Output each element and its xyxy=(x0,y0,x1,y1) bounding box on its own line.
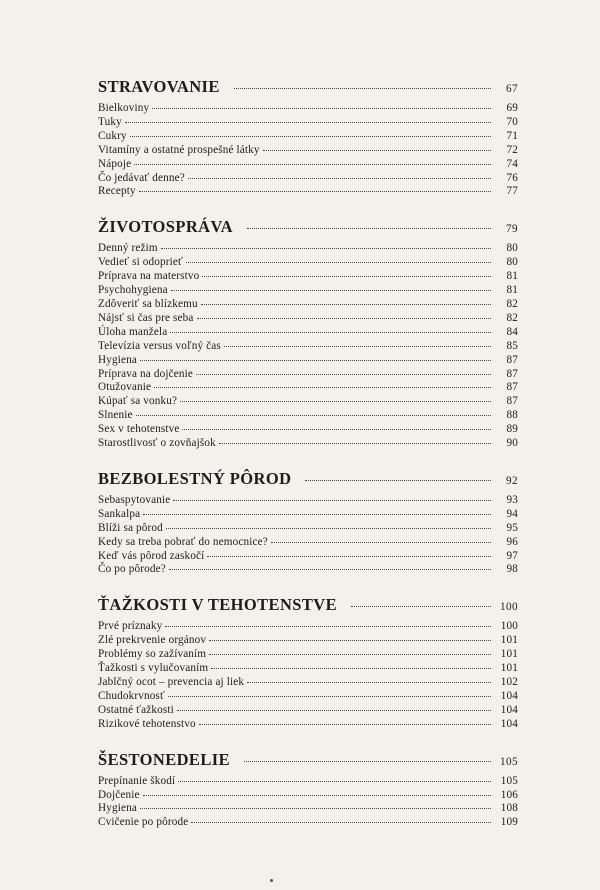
entry-page-number: 70 xyxy=(506,115,518,128)
entry-label: Chudokrvnosť xyxy=(98,689,165,702)
dot-leader xyxy=(152,108,491,109)
toc-section xyxy=(98,749,518,831)
entry-label: Zlé prekrvenie orgánov xyxy=(98,634,207,647)
dot-leader xyxy=(305,480,491,481)
section-page-number: 67 xyxy=(506,83,518,95)
entry-label: Psychohygiena xyxy=(98,284,168,297)
entry-page-number: 96 xyxy=(506,535,518,548)
entry-page-number: 97 xyxy=(506,549,518,562)
entry-page-number: 85 xyxy=(506,339,518,352)
toc-section xyxy=(98,468,518,577)
toc-entry xyxy=(98,185,518,199)
dot-leader xyxy=(263,150,491,151)
toc-entry xyxy=(98,354,518,368)
entry-label: Hygiena xyxy=(98,802,137,815)
dot-leader xyxy=(180,401,491,402)
entry-page-number: 87 xyxy=(506,395,518,408)
entry-page-number: 87 xyxy=(506,353,518,366)
entry-page-number: 88 xyxy=(506,409,518,422)
toc-section xyxy=(98,76,518,199)
toc-entry xyxy=(98,326,518,340)
toc-entry xyxy=(98,437,518,451)
entry-page-number: 87 xyxy=(506,381,518,394)
toc-entry xyxy=(98,563,518,577)
section-heading xyxy=(98,468,518,492)
toc-entry xyxy=(98,704,518,718)
entry-label: Ostatné ťažkosti xyxy=(98,703,174,716)
section-heading xyxy=(98,76,518,100)
entry-page-number: 80 xyxy=(506,256,518,269)
toc-entry xyxy=(98,494,518,508)
entry-page-number: 102 xyxy=(500,676,518,688)
entry-label: Ťažkosti s vylučovaním xyxy=(98,662,209,675)
entry-page-number: 72 xyxy=(506,143,518,156)
entry-label: Nápoje xyxy=(98,157,132,170)
dot-leader xyxy=(186,262,491,263)
dot-leader xyxy=(197,318,491,319)
entry-label: Príprava na dojčenie xyxy=(98,367,193,380)
entry-page-number: 104 xyxy=(500,689,518,702)
dot-leader xyxy=(209,640,491,641)
entry-page-number: 76 xyxy=(506,171,518,184)
dot-leader xyxy=(209,654,491,655)
dot-leader xyxy=(182,429,491,430)
table-of-contents xyxy=(98,76,518,847)
entry-page-number: 108 xyxy=(500,802,518,815)
dot-leader xyxy=(271,542,491,543)
toc-entry xyxy=(98,395,518,409)
toc-entry xyxy=(98,522,518,536)
dot-leader xyxy=(191,822,491,823)
entry-label: Rizikové tehotenstvo xyxy=(98,717,196,730)
toc-entry xyxy=(98,775,518,789)
entry-label: Zdôveriť sa blízkemu xyxy=(98,297,198,310)
entry-label: Vedieť si odoprieť xyxy=(98,256,183,269)
entry-label: Kúpať sa vonku? xyxy=(98,395,178,408)
entry-label: Vitamíny a ostatné prospešné látky xyxy=(98,143,260,156)
section-title: BEZBOLESTNÝ PÔROD xyxy=(98,468,292,488)
entry-label: Otužovanie xyxy=(98,381,152,394)
dot-leader xyxy=(202,276,491,277)
entry-label: Tuky xyxy=(98,115,122,128)
dot-leader xyxy=(143,514,491,515)
dot-leader xyxy=(139,191,491,192)
entry-label: Keď vás pôrod zaskočí xyxy=(98,549,205,562)
dot-leader xyxy=(178,781,491,782)
dot-leader xyxy=(224,346,491,347)
entry-page-number: 93 xyxy=(506,493,518,506)
dot-leader xyxy=(170,332,491,333)
toc-entry xyxy=(98,409,518,423)
dot-leader xyxy=(247,228,491,229)
dot-leader xyxy=(130,136,491,137)
toc-entry xyxy=(98,423,518,437)
entry-label: Sex v tehotenstve xyxy=(98,423,180,436)
toc-entry xyxy=(98,102,518,116)
toc-entry xyxy=(98,718,518,732)
dot-leader xyxy=(125,122,491,123)
section-title: ŠESTONEDELIE xyxy=(98,749,230,769)
dot-leader xyxy=(169,569,491,570)
section-page-number: 92 xyxy=(506,474,518,487)
toc-entry xyxy=(98,648,518,662)
entry-page-number: 101 xyxy=(500,634,518,647)
dot-leader xyxy=(171,290,491,291)
dot-leader xyxy=(168,696,491,697)
toc-entry xyxy=(98,381,518,395)
dot-leader xyxy=(201,304,491,305)
toc-entry xyxy=(98,284,518,298)
toc-entry xyxy=(98,116,518,130)
entry-label: Prvé príznaky xyxy=(98,620,163,633)
entry-label: Problémy so zažívaním xyxy=(98,648,207,661)
entry-page-number: 101 xyxy=(500,648,518,661)
dot-leader xyxy=(219,443,491,444)
dot-leader xyxy=(188,178,491,179)
dot-leader xyxy=(234,88,491,89)
entry-page-number: 89 xyxy=(506,423,518,436)
toc-entry xyxy=(98,368,518,382)
toc-entry xyxy=(98,676,518,690)
dot-leader xyxy=(199,724,491,725)
entry-label: Nájsť si čas pre seba xyxy=(98,311,194,324)
toc-section xyxy=(98,216,518,451)
toc-entry xyxy=(98,270,518,284)
entry-page-number: 100 xyxy=(500,620,518,633)
section-title: STRAVOVANIE xyxy=(98,77,220,96)
dot-leader xyxy=(207,556,491,557)
page-speck xyxy=(270,879,273,882)
toc-entry xyxy=(98,620,518,634)
dot-leader xyxy=(351,606,491,607)
entry-page-number: 106 xyxy=(500,788,518,801)
section-title: ŽIVOTOSPRÁVA xyxy=(98,217,233,237)
entry-page-number: 87 xyxy=(506,367,518,380)
entry-label: Kedy sa treba pobrať do nemocnice? xyxy=(98,535,268,548)
dot-leader xyxy=(140,808,491,809)
entry-page-number: 98 xyxy=(506,563,518,576)
entry-label: Sebaspytovanie xyxy=(98,493,171,506)
entry-label: Cukry xyxy=(98,129,127,142)
section-title: ŤAŽKOSTI V TEHOTENSTVE xyxy=(98,595,337,615)
entry-page-number: 94 xyxy=(506,507,518,520)
toc-entry xyxy=(98,298,518,312)
entry-page-number: 69 xyxy=(506,102,518,114)
dot-leader xyxy=(143,795,491,796)
section-heading xyxy=(98,216,518,240)
entry-page-number: 104 xyxy=(500,703,518,716)
toc-entry xyxy=(98,130,518,144)
entry-label: Sankalpa xyxy=(98,507,141,520)
entry-label: Prepínanie škodí xyxy=(98,774,176,787)
dot-leader xyxy=(166,528,491,529)
toc-entry xyxy=(98,172,518,186)
entry-page-number: 71 xyxy=(506,129,518,142)
entry-label: Dojčenie xyxy=(98,788,140,801)
dot-leader xyxy=(211,668,491,669)
toc-entry xyxy=(98,662,518,676)
dot-leader xyxy=(161,248,491,249)
dot-leader xyxy=(140,360,491,361)
toc-entry xyxy=(98,789,518,803)
toc-entry xyxy=(98,536,518,550)
entry-label: Televízia versus voľný čas xyxy=(98,339,221,352)
toc-section xyxy=(98,594,518,731)
dot-leader xyxy=(177,710,491,711)
entry-label: Blíži sa pôrod xyxy=(98,521,163,534)
dot-leader xyxy=(247,682,491,683)
entry-page-number: 90 xyxy=(506,437,518,450)
entry-page-number: 109 xyxy=(500,816,518,829)
entry-label: Bielkoviny xyxy=(98,102,150,114)
entry-page-number: 104 xyxy=(500,717,518,730)
entry-page-number: 80 xyxy=(506,242,518,255)
section-heading xyxy=(98,749,518,773)
entry-page-number: 84 xyxy=(506,325,518,338)
toc-entry xyxy=(98,340,518,354)
entry-label: Čo po pôrode? xyxy=(98,563,166,576)
dot-leader xyxy=(136,415,491,416)
entry-label: Hygiena xyxy=(98,353,137,366)
section-heading xyxy=(98,594,518,618)
entry-page-number: 81 xyxy=(506,270,518,283)
dot-leader xyxy=(154,387,491,388)
entry-page-number: 82 xyxy=(506,311,518,324)
toc-entry xyxy=(98,242,518,256)
entry-label: Slnenie xyxy=(98,409,133,422)
toc-entry xyxy=(98,508,518,522)
toc-entry xyxy=(98,144,518,158)
entry-page-number: 81 xyxy=(506,284,518,297)
entry-page-number: 77 xyxy=(506,185,518,198)
dot-leader xyxy=(196,374,491,375)
entry-label: Čo jedávať denne? xyxy=(98,171,185,184)
section-page-number: 105 xyxy=(500,755,518,768)
entry-label: Cvičenie po pôrode xyxy=(98,816,189,829)
section-page-number: 100 xyxy=(500,601,518,614)
dot-leader xyxy=(244,761,491,762)
entry-page-number: 95 xyxy=(506,521,518,534)
toc-entry xyxy=(98,550,518,564)
entry-label: Príprava na materstvo xyxy=(98,270,200,283)
toc-entry xyxy=(98,816,518,830)
entry-page-number: 74 xyxy=(506,157,518,170)
toc-entry xyxy=(98,690,518,704)
entry-label: Úloha manžela xyxy=(98,325,168,338)
toc-entry xyxy=(98,634,518,648)
toc-entry xyxy=(98,158,518,172)
entry-label: Denný režim xyxy=(98,242,158,255)
toc-entry xyxy=(98,312,518,326)
entry-label: Recepty xyxy=(98,185,136,198)
dot-leader xyxy=(134,164,491,165)
dot-leader xyxy=(173,500,491,501)
entry-page-number: 105 xyxy=(500,774,518,787)
entry-label: Starostlivosť o zovňajšok xyxy=(98,437,216,450)
toc-entry xyxy=(98,256,518,270)
toc-entry xyxy=(98,802,518,816)
section-page-number: 79 xyxy=(506,223,518,236)
entry-page-number: 101 xyxy=(500,662,518,675)
entry-page-number: 82 xyxy=(506,297,518,310)
entry-label: Jablčný ocot – prevencia aj liek xyxy=(98,676,245,688)
dot-leader xyxy=(165,626,491,627)
